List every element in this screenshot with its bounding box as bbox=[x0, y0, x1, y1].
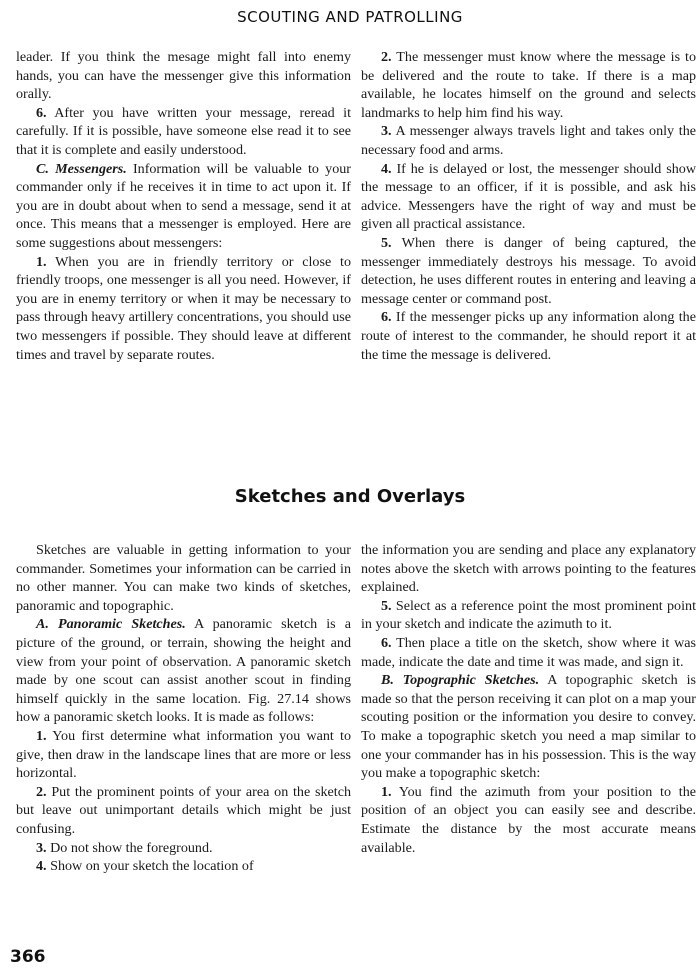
subheading: B. Topographic Sketches. bbox=[381, 672, 540, 689]
paragraph-text: Select as a reference point the most prominent point in your sketch and indicate the azimuth to it. bbox=[361, 597, 696, 633]
column-top-left bbox=[16, 48, 351, 364]
paragraph-text: You find the azimuth from your position to the position of an object you can easily see and describe. Estimate the distance by the most accurate means available. bbox=[361, 783, 696, 856]
page-number: 366 bbox=[10, 947, 46, 967]
paragraph bbox=[361, 308, 696, 364]
paragraph bbox=[361, 541, 696, 597]
paragraph bbox=[16, 253, 351, 365]
subheading: A. Panoramic Sketches. bbox=[36, 616, 186, 633]
paragraph bbox=[361, 160, 696, 234]
item-number: 1. bbox=[36, 727, 47, 744]
paragraph-text: Show on your sketch the location of bbox=[46, 858, 254, 875]
paragraph bbox=[16, 839, 351, 858]
paragraph bbox=[16, 104, 351, 160]
paragraph-text: When you are in friendly territory or close to friendly troops, one messenger is all you need. However, if you are in enemy territory or when it may be necessary to pass through heavy artillery concentrations, you should use two messengers if possible. They should leave at different times and travel by separate routes. bbox=[16, 253, 351, 363]
paragraph bbox=[361, 783, 696, 857]
paragraph-text: You first determine what information you want to give, then draw in the landscape lines that are more or less horizontal. bbox=[16, 727, 351, 782]
item-number: 2. bbox=[36, 783, 47, 800]
column-bottom-left bbox=[16, 541, 351, 876]
paragraph-text: When there is danger of being captured, the messenger immediately destroys his message. To avoid detection, he uses different routes in entering and leaving a message center or command post. bbox=[361, 234, 696, 307]
column-bottom-right bbox=[361, 541, 696, 857]
item-number: 1. bbox=[381, 783, 392, 800]
subheading: C. Messengers. bbox=[36, 160, 127, 177]
paragraph-text: If he is delayed or lost, the messenger should show the message to an officer, if it is possible, and ask his advice. Messengers have the right of way and must be given all practical assistance. bbox=[361, 160, 696, 233]
paragraph-text: The messenger must know where the message is to be delivered and the route to take. If there is a map available, he locates himself on the ground and selects landmarks to help him find his way. bbox=[361, 49, 696, 121]
item-number: 4. bbox=[381, 160, 392, 177]
paragraph-text: Then place a title on the sketch, show where it was made, indicate the date and time it was made, and sign it. bbox=[361, 634, 696, 670]
paragraph bbox=[16, 48, 351, 104]
paragraph bbox=[361, 671, 696, 783]
item-number: 6. bbox=[36, 104, 47, 121]
paragraph bbox=[16, 615, 351, 727]
paragraph-text: Sketches are valuable in getting information to your commander. Sometimes your information can be carried in no other manner. You can make two kinds of sketches, panoramic and topographic. bbox=[16, 542, 351, 614]
paragraph-text: Do not show the foreground. bbox=[46, 839, 213, 856]
paragraph-text: Put the prominent points of your area on the sketch but leave out unimportant details which might be just confusing. bbox=[16, 783, 351, 837]
item-number: 4. bbox=[36, 858, 47, 875]
section-heading: Sketches and Overlays bbox=[234, 486, 466, 507]
paragraph bbox=[16, 160, 351, 253]
paragraph-text: A messenger always travels light and takes only the necessary food and arms. bbox=[361, 123, 696, 158]
paragraph-text: A topographic sketch is made so that the person receiving it can plot on a map your scouting position or the information you desire to convey. To make a topographic sketch you need a map similar to one your commander has in his possession. This is the way you make a topographic sketch: bbox=[361, 672, 696, 782]
paragraph bbox=[361, 48, 696, 122]
item-number: 6. bbox=[381, 309, 392, 326]
paragraph bbox=[361, 634, 696, 671]
paragraph-text: leader. If you think the mesage might fall into enemy hands, you can have the messenger give this information orally. bbox=[16, 49, 351, 103]
paragraph bbox=[16, 783, 351, 839]
item-number: 3. bbox=[36, 839, 47, 856]
paragraph-text: the information you are sending and place any explanatory notes above the sketch with arrows pointing to the features explained. bbox=[361, 542, 696, 596]
item-number: 5. bbox=[381, 597, 392, 614]
paragraph-text: After you have written your message, reread it carefully. If it is possible, have someone else read it to see that it is complete and easily understood. bbox=[16, 104, 351, 158]
paragraph-text: A panoramic sketch is a picture of the ground, or terrain, showing the height and view from your point of observation. A panoramic sketch made by one scout can assist another scout in finding himself quickly in the same location. Fig. 27.14 shows how a panoramic sketch looks. It is made as follows: bbox=[16, 616, 351, 726]
running-head: SCOUTING AND PATROLLING bbox=[237, 8, 463, 26]
paragraph bbox=[361, 597, 696, 634]
item-number: 2. bbox=[381, 49, 392, 65]
column-top-right bbox=[361, 48, 696, 364]
item-number: 5. bbox=[381, 234, 392, 251]
paragraph-text: Information will be valuable to your commander only if he receives it in time to act upon it. If you are in doubt about when to send a message, send it at once. This means that a messenger is employed. Here are some suggestions about messengers: bbox=[16, 160, 351, 251]
paragraph bbox=[16, 857, 351, 876]
paragraph bbox=[361, 234, 696, 308]
paragraph-text: If the messenger picks up any information along the route of interest to the commander, he should report it at the time the message is delivered. bbox=[361, 309, 696, 363]
paragraph bbox=[16, 541, 351, 615]
item-number: 6. bbox=[381, 634, 392, 651]
item-number: 1. bbox=[36, 253, 47, 270]
paragraph bbox=[361, 122, 696, 159]
paragraph bbox=[16, 727, 351, 783]
item-number: 3. bbox=[381, 123, 392, 140]
